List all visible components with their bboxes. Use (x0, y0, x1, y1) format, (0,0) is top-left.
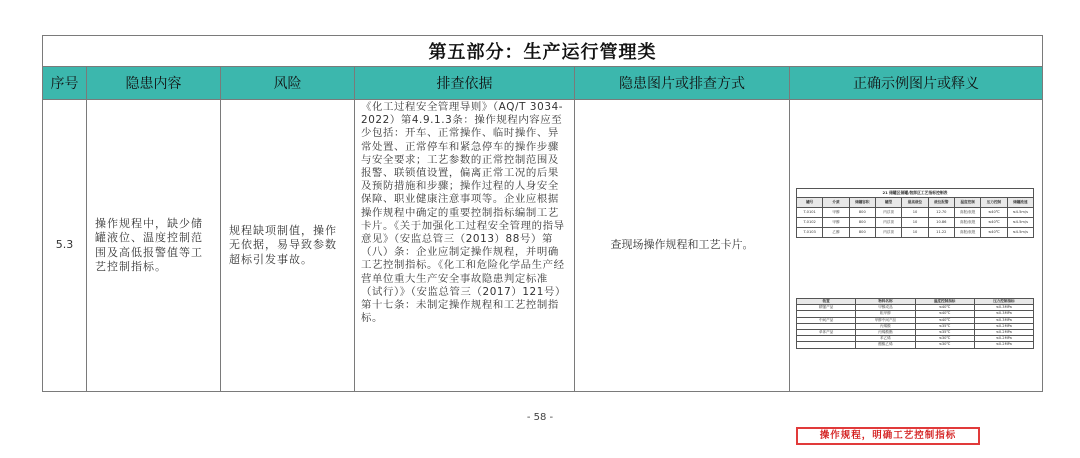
mini-row (797, 218, 1034, 228)
header-risk: 风险 (221, 67, 355, 100)
mini-cell: 甲醇中间产品 (856, 317, 915, 323)
mini-cell: ≤0.2MPa (974, 329, 1033, 335)
mini-cell: ≤30℃ (915, 342, 974, 348)
mini-cell: T-0102 (797, 218, 823, 228)
mini-cell: 中间产品 (797, 317, 856, 323)
mini-cell: 单体产品 (797, 329, 856, 335)
mini-cell: ≤30℃ (915, 336, 974, 342)
mini-cell: 内浮顶 (875, 218, 901, 228)
mini-cell: 乙醇 (823, 228, 849, 238)
mini-cell: ≤4.5m/s (1007, 208, 1033, 218)
mini-cell: 液位报警 (928, 198, 954, 208)
mini-cell: ≤40℃ (915, 311, 974, 317)
mini-cell: ≤0.3MPa (974, 311, 1033, 317)
mini-cell: 800 (849, 218, 875, 228)
mini-cell: 最高液位 (902, 198, 928, 208)
example-table-caption: 21 储罐区储罐/装卸区工艺指标控制表 (797, 189, 1034, 198)
mini-header-row (797, 198, 1034, 208)
mini-cell: T-0101 (797, 208, 823, 218)
basis-text: 《化工过程安全管理导则》（AQ/T 3034-2022）第4.9.1.3条：操作规程内容应至少包括：开车、正常操作、临时操作、异常处置、正常停车和紧急停车的操作步骤与安全要求；工艺参数的正常控制范围及报警、联锁值设置，偏离正常工况的后果及预防措施和步骤；操作过程的人身安全保障、职业健康注意事项等。企业应根据操作规程中确定的重要控制指标编制工艺卡片。《关于加强化工过程安全管理的指导意见》（安监总管三（2013）88号）第（八）条：企业应制定操作规程，并明确工艺控制指标。《化工和危险化学品生产经营单位重大生产安全事故隐患判定标准（试行）》（安监总管三（2017）121号）第十七条：未制定操作规程和工艺控制指标。 (355, 100, 575, 392)
mini-cell: 内浮顶 (875, 228, 901, 238)
mini-cell: 精馏产品 (797, 305, 856, 311)
mini-cell: 温度控制 (954, 198, 980, 208)
mini-cell: 800 (849, 228, 875, 238)
mini-cell: 10 (902, 228, 928, 238)
mini-cell: 装置 (797, 299, 856, 305)
mini-row (797, 208, 1034, 218)
mini-cell: 10 (902, 208, 928, 218)
mini-row (797, 342, 1034, 348)
mini-cell: ≤4.5m/s (1007, 228, 1033, 238)
mini-cell: ≤40℃ (981, 208, 1007, 218)
mini-cell: 10 (902, 218, 928, 228)
mini-cell: ≤4.5m/s (1007, 218, 1033, 228)
example-table-2 (796, 298, 1034, 349)
mini-cell: ≤35℃ (915, 329, 974, 335)
mini-cell: 罐型 (875, 198, 901, 208)
mini-cell: 丙烯酸酯 (856, 329, 915, 335)
mini-cell: 甲醇 (823, 208, 849, 218)
mini-cell: 高报/低报 (954, 218, 980, 228)
mini-cell: ≤0.3MPa (974, 305, 1033, 311)
mini-cell: ≤0.3MPa (974, 317, 1033, 323)
mini-cell (797, 342, 856, 348)
mini-cell: 12.70 (928, 208, 954, 218)
mini-cell: 介质 (823, 198, 849, 208)
mini-cell: 10.86 (928, 218, 954, 228)
header-basis: 排查依据 (355, 67, 575, 100)
inspection-method: 查现场操作规程和工艺卡片。 (575, 100, 790, 392)
mini-cell: 压力控制指标 (974, 299, 1033, 305)
mini-row (797, 228, 1034, 238)
mini-cell: ≤40℃ (915, 305, 974, 311)
mini-cell: T-0103 (797, 228, 823, 238)
mini-cell: 内浮顶 (875, 208, 901, 218)
mini-cell: 苯乙烯 (856, 336, 915, 342)
row-number: 5.3 (43, 100, 87, 392)
header-content: 隐患内容 (87, 67, 221, 100)
mini-cell: 罐号 (797, 198, 823, 208)
header-method: 隐患图片或排查方式 (575, 67, 790, 100)
header-no: 序号 (43, 67, 87, 100)
mini-cell: ≤0.2MPa (974, 336, 1033, 342)
mini-cell: 丙烯酸 (856, 323, 915, 329)
example-table-1 (796, 188, 1034, 238)
mini-cell: 储罐流速 (1007, 198, 1033, 208)
mini-cell: ≤0.2MPa (974, 323, 1033, 329)
mini-cell: 800 (849, 208, 875, 218)
mini-cell: ≤0.2MPa (974, 342, 1033, 348)
mini-cell: 压力控制 (981, 198, 1007, 208)
section-title: 第五部分：生产运行管理类 (43, 36, 1043, 67)
mini-cell: 储罐容积 (849, 198, 875, 208)
header-row (43, 67, 1043, 100)
mini-cell: 甲醇成品 (856, 305, 915, 311)
mini-cell: ≤40℃ (981, 228, 1007, 238)
mini-cell: 甲醇 (823, 218, 849, 228)
page-number: - 58 - (526, 412, 554, 423)
mini-cell: 粗甲醇 (856, 311, 915, 317)
mini-cell: 温度控制指标 (915, 299, 974, 305)
mini-cell: 高报/低报 (954, 228, 980, 238)
mini-cell: ≤40℃ (981, 218, 1007, 228)
mini-cell: ≤40℃ (915, 317, 974, 323)
mini-cell: 物料名称 (856, 299, 915, 305)
example-cell (790, 100, 1043, 441)
mini-cell: ≤35℃ (915, 323, 974, 329)
mini-cell: 11.22 (928, 228, 954, 238)
hazard-content: 操作规程中，缺少储罐液位、温度控制范围及高低报警值等工艺控制指标。 (87, 100, 221, 392)
mini-cell: 醋酸乙烯 (856, 342, 915, 348)
callout-label: 操作规程，明确工艺控制指标 (796, 427, 980, 445)
table-row (43, 100, 1043, 392)
header-example: 正确示例图片或释义 (790, 67, 1043, 100)
mini-cell: 高报/低报 (954, 208, 980, 218)
risk-text: 规程缺项制值，操作无依据，易导致参数超标引发事故。 (221, 100, 355, 392)
